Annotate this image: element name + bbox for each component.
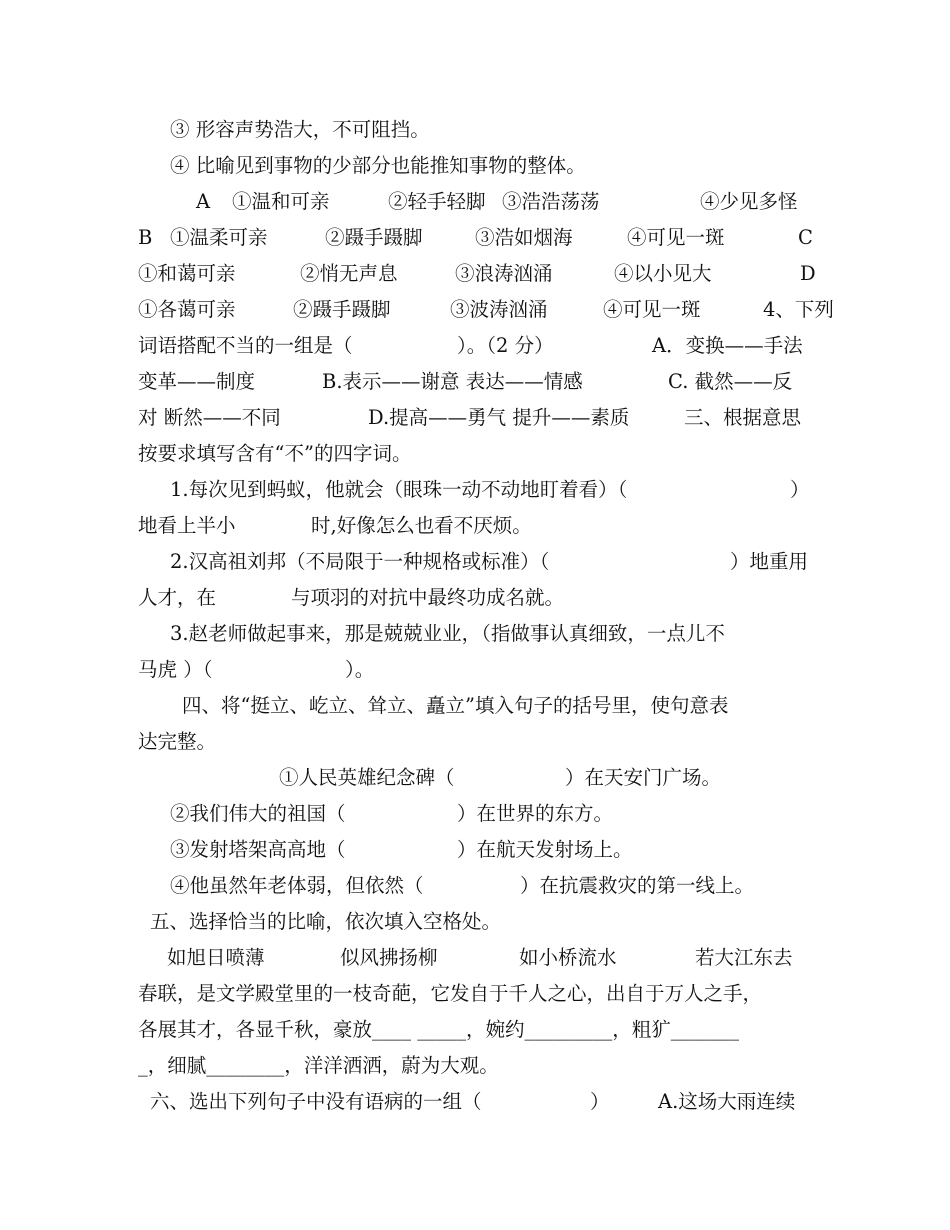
text-line	[0, 724, 950, 760]
text-segment: A．变换——手法	[652, 334, 803, 357]
text-segment: _，细腻________，洋洋洒洒，蔚为大观。	[138, 1054, 499, 1077]
text-segment: ①温柔可亲	[170, 226, 268, 249]
text-segment: ③ 形容声势浩大，不可阻挡。	[170, 118, 430, 141]
text-segment: ④以小见大	[614, 262, 712, 285]
text-segment: A.这场大雨连续	[658, 1090, 796, 1113]
text-segment: ③浩浩荡荡	[502, 190, 600, 213]
text-line	[0, 400, 950, 436]
text-line	[0, 364, 950, 400]
text-line	[0, 544, 950, 580]
text-segment: ②蹑手蹑脚	[293, 298, 391, 321]
text-segment: A	[196, 190, 211, 213]
text-line	[0, 868, 950, 904]
text-segment: ②我们伟大的祖国（	[170, 802, 346, 825]
text-segment: 四、将“挺立、屹立、耸立、矗立”填入句子的括号里，使句意表	[182, 694, 729, 717]
text-segment: 马虎 ）（	[138, 658, 213, 681]
text-segment: 如小桥流水	[519, 946, 617, 969]
text-segment: ④他虽然年老体弱，但依然（	[170, 874, 424, 897]
text-line	[0, 508, 950, 544]
text-segment: ④少见多怪	[700, 190, 798, 213]
text-segment: 变革——制度	[138, 370, 256, 393]
text-segment: ）在航天发射场上。	[457, 838, 633, 861]
text-segment: 对 断然——不同	[138, 406, 281, 429]
text-line	[0, 472, 950, 508]
text-segment: ）在抗震救灾的第一线上。	[520, 874, 755, 897]
text-segment: ③发射塔架高高地（	[170, 838, 346, 861]
text-segment: 春联，是文学殿堂里的一枝奇葩，它发自于千人之心，出自于万人之手，	[138, 982, 763, 1005]
text-segment: ①人民英雄纪念碑（	[279, 766, 455, 789]
text-segment: 与项羽的对抗中最终功成名就。	[291, 586, 565, 609]
text-line	[0, 184, 950, 220]
text-segment: 时,好像怎么也看不厌烦。	[311, 514, 532, 537]
text-segment: 词语搭配不当的一组是（	[138, 334, 353, 357]
text-segment: ①各蔼可亲	[138, 298, 236, 321]
text-segment: ）。	[345, 658, 375, 681]
text-segment: ①温和可亲	[232, 190, 330, 213]
text-line	[0, 436, 950, 472]
text-segment: 人才，在	[138, 586, 217, 609]
text-line	[0, 328, 950, 364]
text-line	[0, 904, 950, 940]
text-line	[0, 652, 950, 688]
text-segment: ②轻手轻脚	[388, 190, 486, 213]
text-segment: 六、选出下列句子中没有语病的一组（	[150, 1090, 482, 1113]
text-segment: ②蹑手蹑脚	[325, 226, 423, 249]
text-line	[0, 580, 950, 616]
text-segment: ④ 比喻见到事物的少部分也能推知事物的整体。	[170, 154, 586, 177]
text-line	[0, 112, 950, 148]
text-segment: ）	[590, 1090, 610, 1113]
text-line	[0, 616, 950, 652]
text-segment: 按要求填写含有“不”的四字词。	[138, 442, 412, 465]
text-segment: ①和蔼可亲	[138, 262, 236, 285]
text-segment: 五、选择恰当的比喻，依次填入空格处。	[150, 910, 502, 933]
text-segment: 若大江东去	[695, 946, 793, 969]
text-segment: ）地重用	[730, 550, 809, 573]
text-segment: ）	[790, 478, 810, 501]
text-line	[0, 832, 950, 868]
text-segment: 4、下列	[763, 298, 834, 321]
text-line	[0, 940, 950, 976]
text-segment: ）在天安门广场。	[565, 766, 722, 789]
text-segment: ④可见一斑	[603, 298, 701, 321]
text-segment: ③波涛汹涌	[450, 298, 548, 321]
text-line	[0, 1048, 950, 1084]
text-segment: 1.每次见到蚂蚁，他就会（眼珠一动不动地盯着看）（	[170, 478, 628, 501]
text-segment: B.表示——谢意 表达——情感	[322, 370, 583, 393]
text-line	[0, 220, 950, 256]
text-line	[0, 1084, 950, 1120]
text-line	[0, 976, 950, 1012]
text-segment: B	[138, 226, 153, 249]
text-segment: ）。（2 分）	[457, 334, 554, 357]
text-segment: ④可见一斑	[627, 226, 725, 249]
text-segment: 三、根据意思	[684, 406, 802, 429]
text-line	[0, 256, 950, 292]
text-segment: D	[800, 262, 816, 285]
text-segment: 3.赵老师做起事来，那是兢兢业业，（指做事认真细致，一点儿不	[170, 622, 725, 645]
text-segment: C. 截然——反	[668, 370, 793, 393]
text-segment: 达完整。	[138, 730, 217, 753]
text-segment: D.提高——勇气 提升——素质	[368, 406, 630, 429]
text-segment: ）在世界的东方。	[457, 802, 614, 825]
text-segment: 2.汉高祖刘邦（不局限于一种规格或标准）（	[170, 550, 550, 573]
text-segment: ③浪涛汹涌	[455, 262, 553, 285]
text-segment: C	[798, 226, 813, 249]
text-segment: ②悄无声息	[300, 262, 398, 285]
text-segment: 似风拂扬柳	[340, 946, 438, 969]
text-segment: 地看上半小	[138, 514, 236, 537]
text-line	[0, 292, 950, 328]
text-line	[0, 688, 950, 724]
text-line	[0, 1012, 950, 1048]
text-segment: 各展其才，各显千秋，豪放____ _____，婉约_________，粗犷_______	[138, 1018, 739, 1041]
text-line	[0, 796, 950, 832]
text-line	[0, 148, 950, 184]
text-segment: ③浩如烟海	[475, 226, 573, 249]
text-line	[0, 760, 950, 796]
text-segment: 如旭日喷薄	[167, 946, 265, 969]
